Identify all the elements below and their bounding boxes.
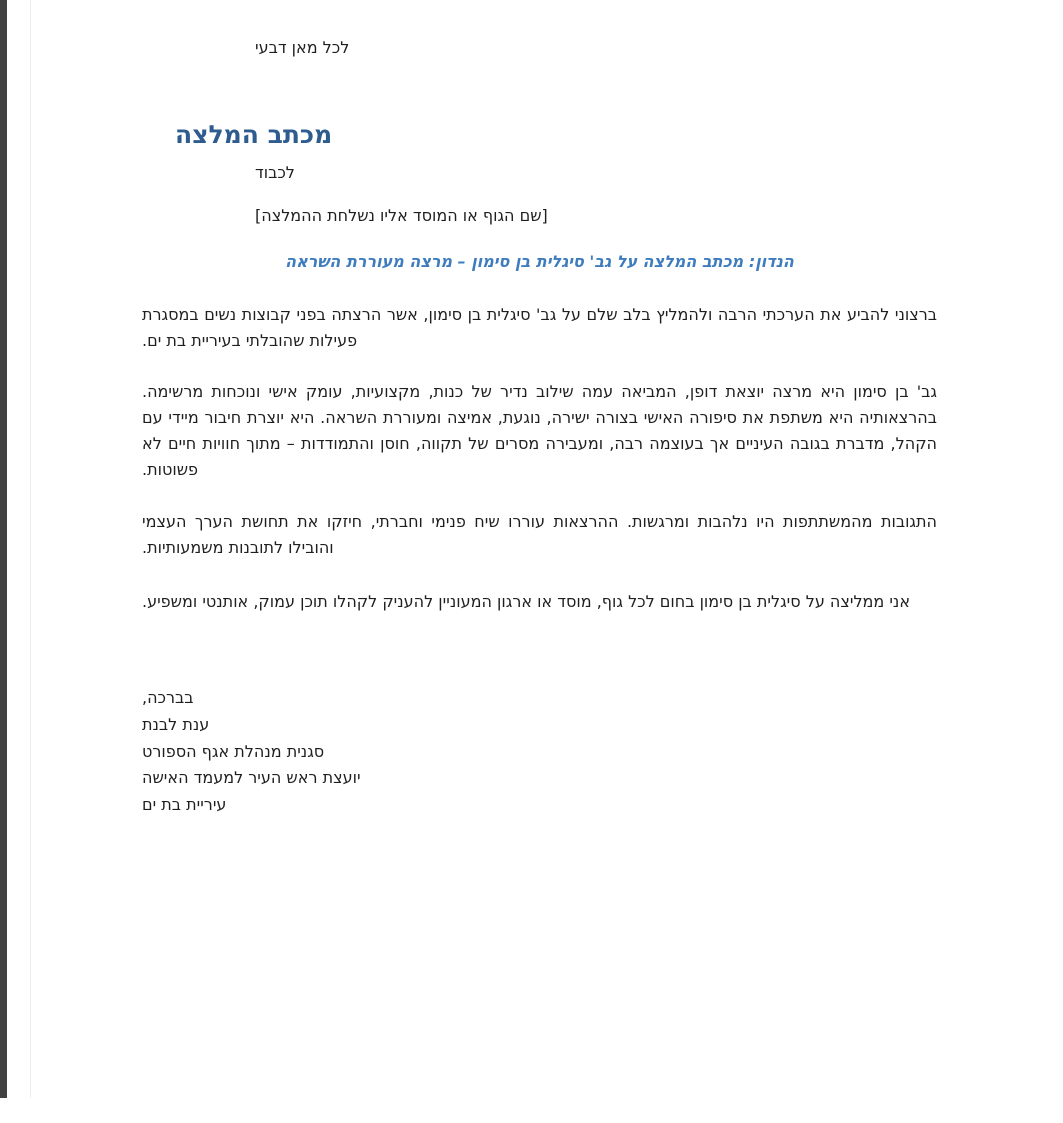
page-edge-line	[30, 0, 31, 1098]
signature-name: ענת לבנת	[142, 714, 210, 734]
closing-line: בברכה,	[142, 688, 194, 707]
signature-organization: עיריית בת ים	[142, 795, 227, 815]
signature-role-2: יועצת ראש העיר למעמד האישה	[142, 768, 361, 788]
subject-line: הנדון: מכתב המלצה על גב' סיגלית בן סימון – מרצה מעוררת השראה	[285, 252, 794, 271]
body-paragraph-3: התגובות מהמשתתפות היו נלהבות ומרגשות. ההרצאות עוררו שיח פנימי וחברתי, חיזקו את תחושת הערך העצמי והובילו לתובנות משמעותיות.	[142, 512, 937, 557]
recipient-honorific: לכבוד	[255, 163, 295, 182]
body-paragraph-2: גב' בן סימון היא מרצה יוצאת דופן, המביאה עמה שילוב נדיר של כנות, מקצועיות, עומק אישי ונוכחות מרשימה. בהרצאותיה היא משתפת את סיפורה האישי בצורה ישירה, נוגעת, אמיצה ומעוררת השראה. היא יוצרת חיבור מיידי עם הקהל, מדברת בגובה העיניים אך בעוצמה רבה, ומעבירה מסרים של תקווה, חוסן והתמודדות – מתוך חוויות חיים לא פשוטות.	[142, 382, 937, 479]
salutation-line: לכל מאן דבעי	[255, 38, 350, 57]
letter-title: מכתב המלצה	[175, 120, 333, 149]
body-paragraph-4: אני ממליצה על סיגלית בן סימון בחום לכל גוף, מוסד או ארגון המעוניין להעניק לקהלו תוכן עמוק, אותנטי ומשפיע.	[142, 592, 911, 611]
body-paragraph-1: ברצוני להביע את הערכתי הרבה ולהמליץ בלב שלם על גב' סיגלית בן סימון, אשר הרצתה בפני קבוצות נשים במסגרת פעילות שהובלתי בעיריית בת ים.	[142, 305, 937, 350]
signature-block	[142, 685, 361, 819]
recipient-placeholder: [שם הגוף או המוסד אליו נשלחת ההמלצה]	[255, 206, 548, 225]
viewer-edge-bar	[0, 0, 7, 1098]
signature-role-1: סגנית מנהלת אגף הספורט	[142, 741, 325, 761]
